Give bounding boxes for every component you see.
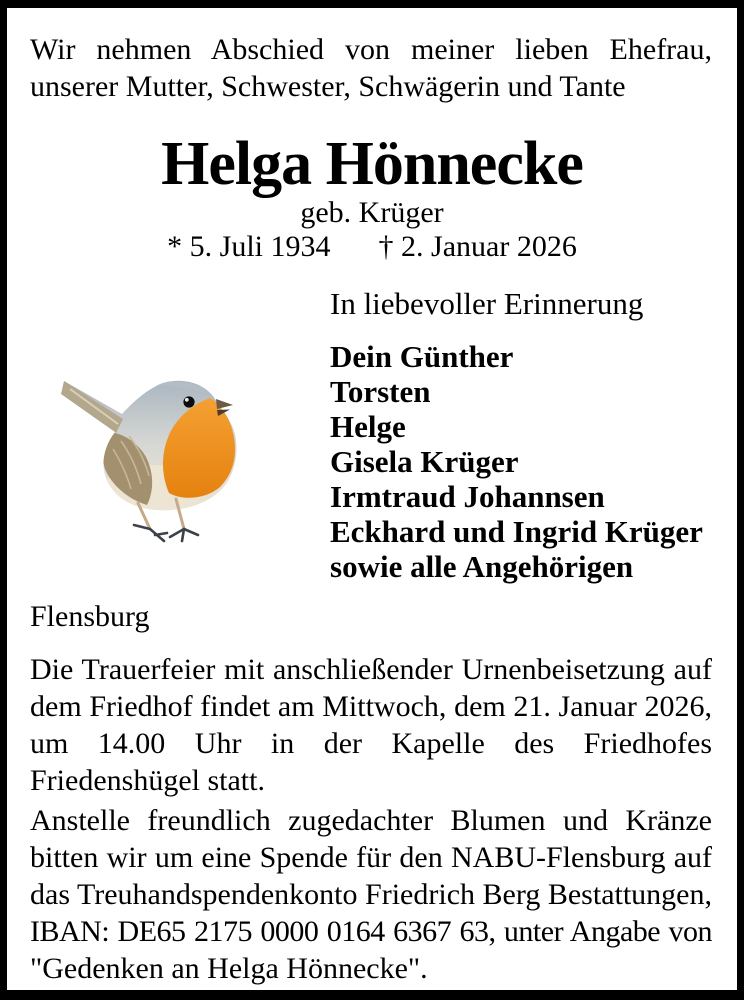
birth-date: * 5. Juli 1934 — [167, 230, 331, 263]
mourner-line: sowie alle Angehörigen — [330, 549, 634, 584]
life-dates — [7, 229, 737, 265]
funeral-line: dem Friedhof findet am Mittwoch, dem 21. Januar 2026, — [30, 690, 712, 723]
mourner-line: Helge — [330, 409, 406, 444]
notice-content — [7, 8, 737, 990]
mourner-line: Irmtraud Johannsen — [330, 479, 605, 514]
donation-line-iban: IBAN: DE65 2175 0000 0164 6367 63, unter Angabe von — [30, 915, 712, 948]
city-label: Flensburg — [30, 600, 150, 633]
mourner-line: Eckhard und Ingrid Krüger — [330, 514, 703, 549]
funeral-line: Die Trauerfeier mit anschließender Urnenbeisetzung auf — [30, 653, 712, 686]
funeral-line: Friedenshügel statt. — [30, 764, 265, 797]
mourner-line: Dein Günther — [330, 339, 514, 374]
mourner-line: Gisela Krüger — [330, 444, 519, 479]
funeral-info — [30, 651, 712, 799]
mourners-list — [330, 339, 703, 584]
donation-line: bitten wir um eine Spende für den NABU-Flensburg auf — [30, 841, 712, 874]
intro-text — [30, 31, 712, 105]
memorial-line: In liebevoller Erinnerung — [330, 286, 644, 321]
donation-line: Anstelle freundlich zugedachter Blumen und Kränze — [30, 804, 712, 837]
intro-line: Wir nehmen Abschied von meiner lieben Ehefrau, — [30, 33, 712, 66]
robin-bird-photo — [60, 377, 255, 555]
deceased-name: Helga Hönnecke — [161, 130, 583, 198]
maiden-name: geb. Krüger — [300, 196, 444, 229]
donation-line: "Gedenken an Helga Hönnecke". — [30, 952, 428, 985]
mourner-line: Torsten — [330, 374, 431, 409]
funeral-line: um 14.00 Uhr in der Kapelle des Friedhofes — [30, 727, 712, 760]
donation-line: das Treuhandspendenkonto Friedrich Berg Bestattungen, — [30, 878, 712, 911]
death-date: † 2. Januar 2026 — [378, 230, 577, 263]
donation-info — [30, 802, 712, 987]
intro-line: unserer Mutter, Schwester, Schwägerin und Tante — [30, 70, 626, 103]
